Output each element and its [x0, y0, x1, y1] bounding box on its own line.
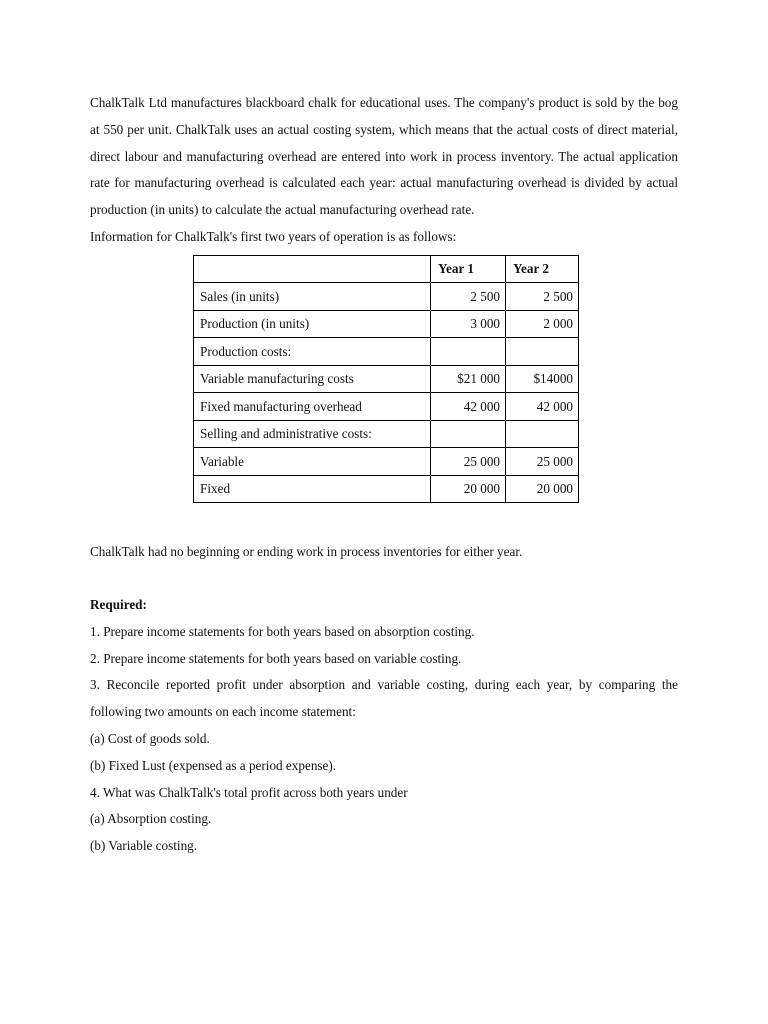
- row-year2-value: 2 000: [506, 310, 579, 338]
- table-row: [194, 365, 579, 393]
- row-year2-value: [506, 420, 579, 448]
- required-item: 3. Reconcile reported profit under absorption and variable costing, during each year, by comparing the following two amounts on each income statement:: [90, 677, 678, 720]
- row-label: Sales (in units): [194, 283, 431, 311]
- row-label: Production costs:: [194, 338, 431, 366]
- table-row: [194, 448, 579, 476]
- required-item: 4. What was ChalkTalk's total profit across both years under: [90, 784, 408, 800]
- row-label: Fixed: [194, 475, 431, 503]
- row-label: Variable: [194, 448, 431, 476]
- row-label: Variable manufacturing costs: [194, 365, 431, 393]
- row-year1-value: $21 000: [431, 365, 506, 393]
- spacer: [90, 566, 678, 592]
- table-row: [194, 393, 579, 421]
- wip-note: ChalkTalk had no beginning or ending work in process inventories for either year.: [90, 544, 523, 560]
- row-year1-value: 25 000: [431, 448, 506, 476]
- table-header-year2: Year 2: [506, 255, 579, 283]
- required-subitem: (a) Absorption costing.: [90, 811, 212, 827]
- costs-table: [193, 255, 579, 504]
- row-year2-value: 20 000: [506, 475, 579, 503]
- spacer: [90, 503, 678, 539]
- row-year2-value: $14000: [506, 365, 579, 393]
- info-line: Information for ChalkTalk's first two years of operation is as follows:: [90, 228, 457, 244]
- row-year1-value: 3 000: [431, 310, 506, 338]
- table-row: [194, 310, 579, 338]
- required-item: 2. Prepare income statements for both years based on variable costing.: [90, 650, 462, 666]
- row-label: Selling and administrative costs:: [194, 420, 431, 448]
- table-header-row: [194, 255, 579, 283]
- row-year1-value: 20 000: [431, 475, 506, 503]
- table-row: [194, 475, 579, 503]
- document-page: [90, 90, 678, 860]
- table-row: [194, 338, 579, 366]
- row-year2-value: 25 000: [506, 448, 579, 476]
- row-year1-value: 42 000: [431, 393, 506, 421]
- table-row: [194, 283, 579, 311]
- table-header-year1: Year 1: [431, 255, 506, 283]
- row-label: Production (in units): [194, 310, 431, 338]
- row-year2-value: 42 000: [506, 393, 579, 421]
- required-subitem: (a) Cost of goods sold.: [90, 731, 210, 747]
- row-year2-value: 2 500: [506, 283, 579, 311]
- row-year1-value: 2 500: [431, 283, 506, 311]
- required-subitem: (b) Variable costing.: [90, 838, 198, 854]
- required-heading: Required:: [90, 597, 147, 613]
- row-year1-value: [431, 420, 506, 448]
- row-label: Fixed manufacturing overhead: [194, 393, 431, 421]
- table-header-blank: [194, 255, 431, 283]
- required-item: 1. Prepare income statements for both years based on absorption costing.: [90, 623, 475, 639]
- required-subitem: (b) Fixed Lust (expensed as a period expense).: [90, 757, 337, 773]
- table-row: [194, 420, 579, 448]
- row-year1-value: [431, 338, 506, 366]
- intro-paragraph: ChalkTalk Ltd manufactures blackboard chalk for educational uses. The company's product is sold by the bog at 550 per unit. ChalkTalk uses an actual costing system, which means that the actual costs of direct material, direct labour and manufacturing overhead are entered into work in process inventory. The actual application rate for manufacturing overhead is calculated each year: actual manufacturing overhead is divided by actual production (in units) to calculate the actual manufacturing overhead rate.: [90, 95, 678, 218]
- row-year2-value: [506, 338, 579, 366]
